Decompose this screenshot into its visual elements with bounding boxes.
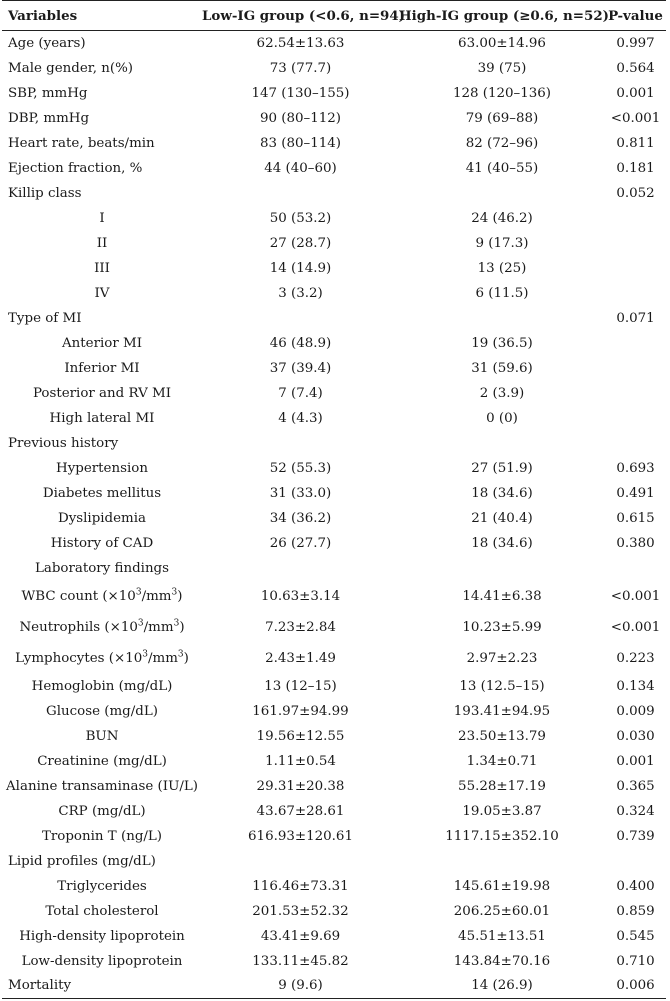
row-label-end: ) [179, 619, 185, 635]
low-group-value [202, 431, 399, 456]
high-group-value [399, 849, 605, 874]
low-group-value: 201.53±52.32 [252, 903, 349, 919]
low-group-value: 616.93±120.61 [248, 828, 353, 844]
row-label-end: ) [183, 650, 189, 666]
p-value: 0.380 [616, 535, 655, 551]
p-value: 0.223 [616, 650, 655, 666]
table-row [2, 643, 666, 674]
low-group-value: 50 (53.2) [269, 210, 332, 226]
row-label [2, 643, 202, 674]
row-label: Mortality [8, 978, 72, 994]
high-group-value: 63.00±14.96 [458, 35, 546, 51]
row-label: Hemoglobin (mg/dL) [31, 678, 173, 694]
row-label-sup2: 3 [171, 587, 178, 598]
row-label-mid: /mm [141, 588, 172, 604]
low-group-value: 43.41±9.69 [260, 928, 341, 944]
row-label: CRP (mg/dL) [58, 803, 146, 819]
row-label [2, 612, 202, 643]
p-value: 0.071 [616, 310, 655, 326]
table-row [2, 849, 666, 874]
header-row [2, 1, 666, 31]
low-group-value: 1.11±0.54 [265, 753, 336, 769]
p-value: 0.400 [616, 878, 655, 894]
row-label: Hypertension [56, 460, 148, 476]
row-label: IV [94, 285, 110, 301]
p-value: 0.739 [616, 828, 655, 844]
high-group-value [399, 431, 605, 456]
row-label: Total cholesterol [45, 903, 159, 919]
low-group-value: 10.63±3.14 [260, 588, 341, 604]
p-value: <0.001 [610, 619, 661, 635]
row-label-sup1: 3 [135, 587, 142, 598]
p-value: 0.006 [616, 978, 655, 994]
p-value: 0.052 [616, 185, 655, 201]
high-group-value: 1117.15±352.10 [445, 828, 559, 844]
table-row [2, 531, 666, 556]
table-row [2, 431, 666, 456]
p-value: 0.001 [616, 753, 655, 769]
low-group-value: 7 (7.4) [278, 385, 323, 401]
p-value: 0.811 [616, 135, 655, 151]
table-row [2, 31, 666, 56]
row-label: Male gender, n(%) [8, 60, 134, 76]
low-group-value: 73 (77.7) [269, 60, 332, 76]
p-value: 0.324 [616, 803, 655, 819]
low-group-value: 34 (36.2) [269, 510, 332, 526]
high-group-value: 193.41±94.95 [453, 703, 551, 719]
high-group-value: 145.61±19.98 [453, 878, 551, 894]
high-group-value: 19.05±3.87 [462, 803, 542, 819]
low-group-value: 52 (55.3) [269, 460, 332, 476]
low-group-value: 13 (12–15) [264, 678, 337, 694]
table-row [2, 256, 666, 281]
row-label: Diabetes mellitus [42, 485, 162, 501]
p-value: <0.001 [610, 588, 661, 604]
p-value: 0.181 [616, 160, 655, 176]
row-label: Triglycerides [57, 878, 147, 894]
row-label: Low-density lipoprotein [21, 953, 183, 969]
high-group-value: 19 (36.5) [471, 335, 533, 351]
table-row [2, 824, 666, 849]
high-group-value: 18 (34.6) [471, 485, 533, 501]
table-row [2, 306, 666, 331]
p-value [605, 556, 666, 581]
high-group-value: 128 (120–136) [452, 85, 552, 101]
low-group-value: 9 (9.6) [278, 978, 323, 994]
low-group-value: 27 (28.7) [269, 235, 332, 251]
low-group-value: 19.56±12.55 [256, 728, 345, 744]
p-value: 0.710 [616, 953, 655, 969]
p-value: 0.545 [616, 928, 655, 944]
low-group-value: 46 (48.9) [269, 335, 332, 351]
table-row [2, 156, 666, 181]
high-group-value: 6 (11.5) [475, 285, 529, 301]
table-row [2, 949, 666, 974]
row-label: Creatinine (mg/dL) [37, 753, 167, 769]
p-value [605, 849, 666, 874]
table-row [2, 799, 666, 824]
high-group-value: 13 (25) [477, 260, 527, 276]
table-row [2, 699, 666, 724]
p-value: 0.859 [616, 903, 655, 919]
p-value [605, 231, 666, 256]
high-group-value: 82 (72–96) [465, 135, 539, 151]
low-group-value: 7.23±2.84 [265, 619, 336, 635]
table-row [2, 724, 666, 749]
low-group-value: 3 (3.2) [278, 285, 323, 301]
row-label-sup1: 3 [137, 618, 144, 629]
row-label: Previous history [8, 435, 119, 451]
high-group-value: 79 (69–88) [465, 110, 539, 126]
high-group-value: 21 (40.4) [471, 510, 533, 526]
row-label: Ejection fraction, % [8, 160, 143, 176]
table-row [2, 974, 666, 999]
low-group-value: 26 (27.7) [269, 535, 332, 551]
table-row [2, 106, 666, 131]
low-group-value: 43.67±28.61 [256, 803, 345, 819]
low-group-value: 14 (14.9) [269, 260, 332, 276]
row-label: Posterior and RV MI [32, 385, 172, 401]
high-group-value: 39 (75) [477, 60, 527, 76]
high-group-value: 143.84±70.16 [453, 953, 551, 969]
table-row [2, 281, 666, 306]
high-group-value: 206.25±60.01 [453, 903, 551, 919]
row-label: SBP, mmHg [8, 85, 88, 101]
high-group-value: 27 (51.9) [471, 460, 533, 476]
high-group-value: 10.23±5.99 [462, 619, 542, 635]
high-group-value: 14 (26.9) [471, 978, 533, 994]
p-value: <0.001 [610, 110, 661, 126]
row-label-mid: /mm [143, 619, 174, 635]
row-label: DBP, mmHg [8, 110, 90, 126]
table-row [2, 231, 666, 256]
table-body [2, 31, 666, 999]
row-label: Glucose (mg/dL) [46, 703, 158, 719]
table-row [2, 331, 666, 356]
high-group-value [399, 306, 605, 331]
row-label-label: WBC count (×10 [21, 588, 136, 604]
low-group-value: 90 (80–112) [259, 110, 342, 126]
p-value: 0.365 [616, 778, 655, 794]
table-row [2, 899, 666, 924]
p-value: 0.997 [616, 35, 655, 51]
p-value [605, 256, 666, 281]
high-group-value [399, 181, 605, 206]
row-label: Troponin T (ng/L) [41, 828, 163, 844]
high-group-value: 9 (17.3) [475, 235, 529, 251]
table-row [2, 749, 666, 774]
high-group-value: 24 (46.2) [471, 210, 533, 226]
high-group-value: 41 (40–55) [465, 160, 539, 176]
low-group-value: 2.43±1.49 [265, 650, 336, 666]
p-value [605, 331, 666, 356]
p-value: 0.001 [616, 85, 655, 101]
low-group-value: 161.97±94.99 [252, 703, 349, 719]
row-label-mid: /mm [148, 650, 178, 666]
p-value: 0.134 [616, 678, 655, 694]
table-row [2, 356, 666, 381]
low-group-value: 37 (39.4) [269, 360, 332, 376]
table-row [2, 131, 666, 156]
row-label: High lateral MI [49, 410, 155, 426]
row-label: Dyslipidemia [57, 510, 147, 526]
table-row [2, 581, 666, 612]
table-row [2, 406, 666, 431]
low-group-value: 44 (40–60) [264, 160, 337, 176]
p-value [605, 206, 666, 231]
low-group-value: 147 (130–155) [251, 85, 350, 101]
p-value [605, 381, 666, 406]
row-label: Anterior MI [61, 335, 142, 351]
table-row [2, 481, 666, 506]
row-label: Lipid profiles (mg/dL) [8, 853, 156, 869]
table-row [2, 506, 666, 531]
row-label: II [96, 235, 108, 251]
table-row [2, 81, 666, 106]
high-group-value: 2.97±2.23 [466, 650, 538, 666]
row-label: I [99, 210, 105, 226]
table-row [2, 674, 666, 699]
table-row [2, 56, 666, 81]
high-group-value [399, 556, 605, 581]
p-value: 0.693 [616, 460, 655, 476]
p-value: 0.009 [616, 703, 655, 719]
low-group-value: 4 (4.3) [278, 410, 323, 426]
high-group-value: 14.41±6.38 [462, 588, 542, 604]
table-row [2, 206, 666, 231]
row-label: BUN [85, 728, 119, 744]
p-value [605, 356, 666, 381]
p-value [605, 431, 666, 456]
row-label: History of CAD [50, 535, 154, 551]
low-group-value: 31 (33.0) [269, 485, 332, 501]
high-group-value: 18 (34.6) [471, 535, 533, 551]
row-label-sup2: 3 [177, 649, 184, 660]
table-row [2, 774, 666, 799]
high-group-value: 55.28±17.19 [458, 778, 546, 794]
p-value: 0.615 [616, 510, 655, 526]
low-group-value: 133.11±45.82 [252, 953, 349, 969]
p-value: 0.564 [616, 60, 655, 76]
header-variables: Variables [8, 7, 78, 24]
row-label: III [94, 260, 110, 276]
table-row [2, 181, 666, 206]
row-label: Laboratory findings [34, 560, 170, 576]
high-group-value: 23.50±13.79 [458, 728, 546, 744]
low-group-value: 116.46±73.31 [252, 878, 349, 894]
table-row [2, 924, 666, 949]
table-row [2, 456, 666, 481]
row-label-sup1: 3 [142, 649, 148, 660]
high-group-value: 13 (12.5–15) [459, 678, 545, 694]
low-group-value [202, 181, 399, 206]
high-group-value: 2 (3.9) [479, 385, 525, 401]
p-value: 0.030 [616, 728, 655, 744]
low-group-value [202, 849, 399, 874]
row-label: Alanine transaminase (IU/L) [6, 778, 198, 794]
row-label-end: ) [177, 588, 183, 604]
low-group-value [202, 556, 399, 581]
p-value [605, 281, 666, 306]
low-group-value: 83 (80–114) [259, 135, 342, 151]
low-group-value [202, 306, 399, 331]
table-row [2, 556, 666, 581]
row-label-label: Lymphocytes (×10 [15, 650, 143, 666]
row-label: Killip class [8, 185, 82, 201]
high-group-value: 1.34±0.71 [466, 753, 538, 769]
table-row [2, 381, 666, 406]
row-label [2, 581, 202, 612]
row-label-sup2: 3 [173, 618, 180, 629]
high-group-value: 0 (0) [486, 410, 518, 426]
table-row [2, 874, 666, 899]
low-group-value: 62.54±13.63 [256, 35, 345, 51]
row-label: High-density lipoprotein [19, 928, 185, 944]
p-value [605, 406, 666, 431]
high-group-value: 45.51±13.51 [458, 928, 546, 944]
row-label: Age (years) [8, 35, 86, 51]
row-label: Heart rate, beats/min [8, 135, 155, 151]
table-header [2, 1, 666, 31]
row-label: Inferior MI [64, 360, 140, 376]
header-low-group: Low-IG group (<0.6, n=94) [202, 7, 406, 24]
baseline-characteristics-table [2, 0, 666, 999]
p-value: 0.491 [616, 485, 655, 501]
row-label: Type of MI [8, 310, 82, 326]
table-row [2, 612, 666, 643]
header-pvalue: P-value [608, 7, 663, 24]
header-high-group: High-IG group (≥0.6, n=52) [399, 7, 609, 24]
low-group-value: 29.31±20.38 [256, 778, 345, 794]
row-label-label: Neutrophils (×10 [19, 619, 138, 635]
high-group-value: 31 (59.6) [471, 360, 533, 376]
